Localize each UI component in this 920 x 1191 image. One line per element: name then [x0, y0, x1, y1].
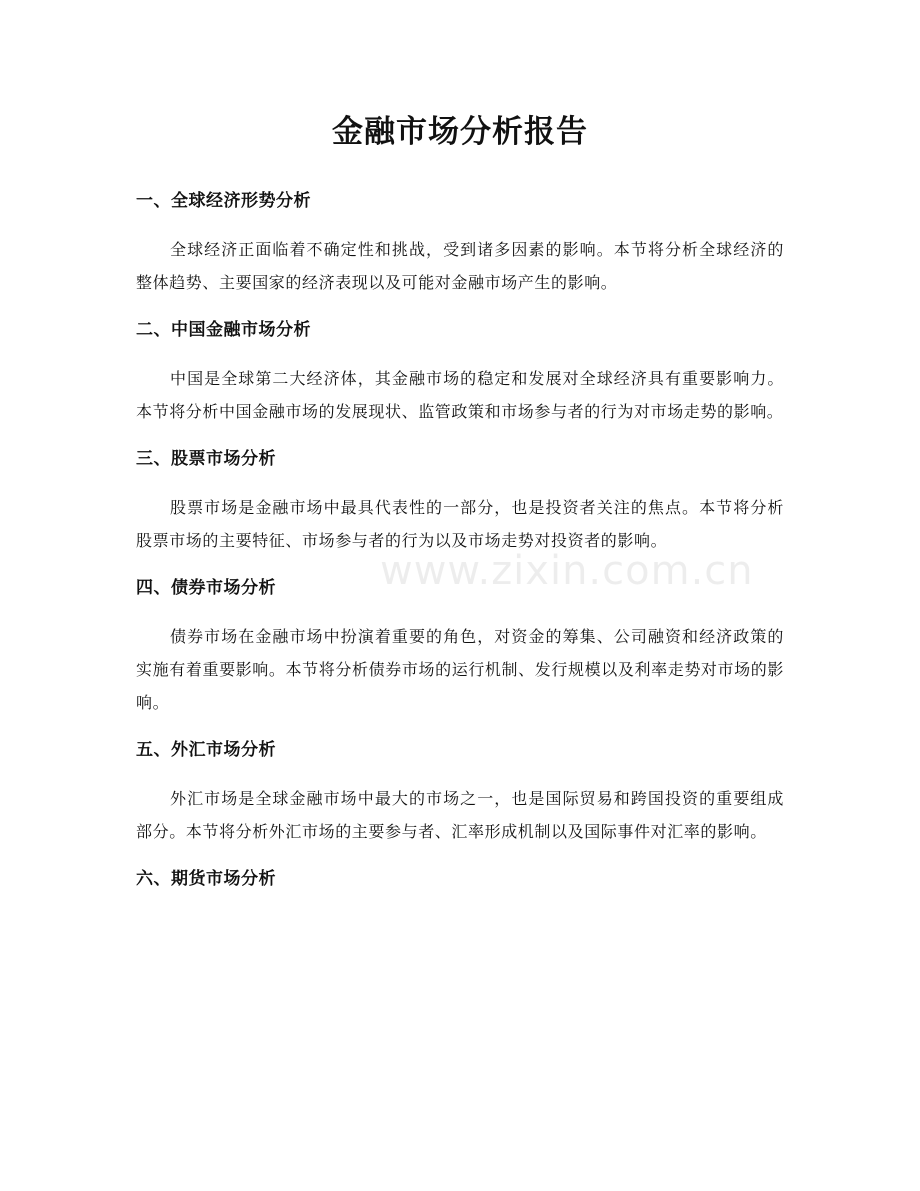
section-body: 债券市场在金融市场中扮演着重要的角色，对资金的筹集、公司融资和经济政策的实施有着重要影响。本节将分析债券市场的运行机制、发行规模以及利率走势对市场的影响。 — [136, 627, 784, 712]
section-bond-market — [136, 565, 784, 719]
section-heading: 六、期货市场分析 — [136, 869, 276, 889]
section-stock-market — [136, 436, 784, 557]
document-title: 金融市场分析报告 — [332, 114, 588, 150]
section-body: 外汇市场是全球金融市场中最大的市场之一，也是国际贸易和跨国投资的重要组成部分。本节将分析外汇市场的主要参与者、汇率形成机制以及国际事件对汇率的影响。 — [136, 789, 784, 841]
document-content — [136, 178, 784, 902]
section-forex-market — [136, 727, 784, 848]
section-futures-market — [136, 856, 784, 902]
watermark: www.zixin.com.cn — [380, 548, 754, 594]
section-body: 股票市场是金融市场中最具代表性的一部分，也是投资者关注的焦点。本节将分析股票市场的主要特征、市场参与者的行为以及市场走势对投资者的影响。 — [136, 498, 784, 550]
section-body: 中国是全球第二大经济体，其金融市场的稳定和发展对全球经济具有重要影响力。本节将分析中国金融市场的发展现状、监管政策和市场参与者的行为对市场走势的影响。 — [136, 369, 784, 421]
section-heading: 二、中国金融市场分析 — [136, 320, 311, 340]
section-global-economy — [136, 178, 784, 299]
section-body: 全球经济正面临着不确定性和挑战，受到诸多因素的影响。本节将分析全球经济的整体趋势、主要国家的经济表现以及可能对金融市场产生的影响。 — [136, 240, 784, 292]
section-heading: 五、外汇市场分析 — [136, 740, 276, 760]
section-heading: 三、股票市场分析 — [136, 449, 276, 469]
section-heading: 四、债券市场分析 — [136, 578, 276, 598]
section-heading: 一、全球经济形势分析 — [136, 191, 311, 211]
section-china-financial-market — [136, 307, 784, 428]
